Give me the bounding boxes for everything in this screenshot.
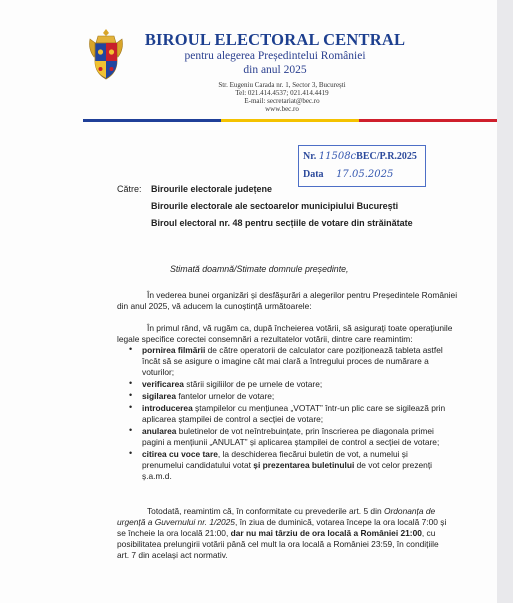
para1-line1: În vederea bunei organizări și desfășurări a alegerilor pentru Președintele României [147,290,458,300]
bullet-3: sigilarea fantelor urnelor de votare; [142,391,275,401]
stripe-yellow [221,119,359,122]
para2-line2: legale specifice corectei consemnări a rezultatelor votării, dintre care reamintim: [117,334,413,344]
registration-box [298,145,426,187]
bullet-4-line2: aplicarea ștampilei de control a secției de votare; [142,414,324,424]
registration-number [303,151,417,162]
bullet-2: verificarea stării sigiliilor de pe urnele de votare; [142,379,323,389]
para2-line1: În primul rând, vă rugăm ca, după încheierea votării, să asigurați toate operațiunile [147,323,453,333]
para3-line2: urgență a Guvernului nr. 1/2025, în ziua de duminică, votarea începe la ora locală 7:00 și [117,517,447,527]
para3-line1: Totodată, reamintim că, în conformitate cu prevederile art. 5 din Ordonanța de [147,506,436,516]
bullet-4-line1: introducerea ștampilelor cu mențiunea „VOTAT” într-un plic care se sigilează prin [142,403,446,413]
para1-line2: din anul 2025, vă aducem la cunoștință următoarele: [117,301,312,311]
bullet-5-line1: anularea buletinelor de vot neîntrebuințate, prin înscrierea pe diagonala primei [142,426,434,436]
registration-date [303,169,393,180]
institution-website: www.bec.ro [265,105,299,113]
registration-number-suffix: BEC/P.R.2025 [356,151,417,162]
bullet-marker: • [129,425,133,435]
stripe-red [359,119,497,122]
institution-email: E-mail: secretariat@bec.ro [244,97,320,105]
romania-coat-of-arms-icon [86,27,126,83]
para3-line5: art. 7 din același act normativ. [117,550,228,560]
recipients-label: Către: [117,184,142,194]
bullet-1-line2: încât să se asigure o imagine cât mai clară a întregului proces de numărare a [142,356,429,366]
institution-address: Str. Eugeniu Carada nr. 1, Sector 3, București [218,81,346,89]
bullet-6-line2: prenumelui candidatului votat și prezentarea buletinului de vot celor prezenți [142,460,433,470]
institution-title: BIROUL ELECTORAL CENTRAL [144,30,406,49]
greeting: Stimată doamnă/Stimate domnule președinte, [170,264,349,274]
institution-year: din anul 2025 [243,64,307,76]
bullet-1-line1: pornirea filmării de către operatorii de calculator care poziționează tableta astfel [142,345,443,355]
bullet-6-line1: citirea cu voce tare, la deschiderea fiecărui buletin de vot, a numelui și [142,449,408,459]
institution-subtitle: pentru alegerea Președintelui României [184,50,366,62]
bullet-marker: • [129,402,133,412]
bullet-marker: • [129,448,133,458]
registration-number-label: Nr. [303,151,317,162]
bullet-5-line2: pagini a mențiunii „ANULAT” și aplicarea ștampilei de control a secției de votare; [142,437,440,447]
bullet-1-line3: voturilor; [142,367,175,377]
registration-date-handwritten: 17.05.2025 [336,169,394,180]
tricolor-stripe [83,119,497,122]
recipient-sector-offices: Birourile electorale ale sectoarelor municipiului București [151,201,399,211]
para3-line3: se încheie la ora locală 21:00, dar nu mai târziu de ora locală a României 21:00, cu [117,528,436,538]
recipient-abroad-office: Biroul electoral nr. 48 pentru secțiile de votare din străinătate [151,218,413,228]
bullet-6-line3: ș.a.m.d. [142,471,172,481]
stripe-blue [83,119,221,122]
institution-phone: Tel: 021.414.4537; 021.414.4419 [235,89,329,97]
registration-date-label: Data [303,169,324,180]
recipient-county-offices: Birourile electorale județene [151,184,273,194]
registration-number-handwritten: 11508c [318,151,357,162]
bullet-marker: • [129,344,133,354]
bullet-marker: • [129,378,133,388]
para3-line4: posibilitatea prelungirii votării până cel mult la ora locală a României 23:59, în condițiile [117,539,439,549]
bullet-marker: • [129,390,133,400]
